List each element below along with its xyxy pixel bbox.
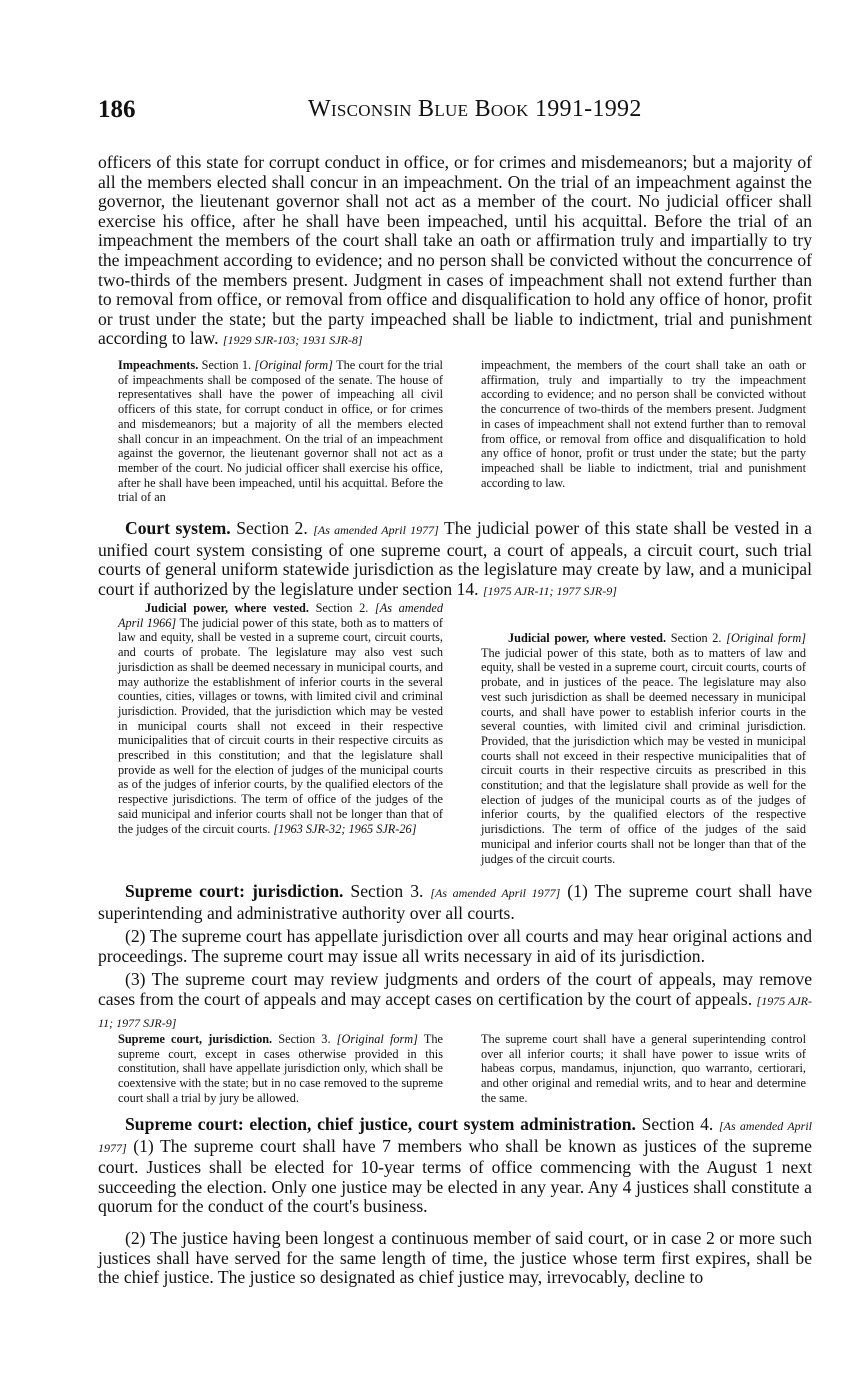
section-amended: [As amended April 1977] [430, 886, 561, 900]
section-heading: Supreme court: election, chief justice, court system administration. [125, 1114, 636, 1134]
note-text: impeachment, the members of the court shall take an oath or affirmation, truly and impartially to try the impeachment according to evidence; and no person shall be convicted without the concurrence of two-thirds of the members present. Judgment in cases of impeachment shall not extend further than to removal from office, or removal from office and disqualification to hold any office of honor, profit or trust under the state; but the party impeached shall be liable to indictment, trial and punishment according to law. [481, 358, 806, 490]
section-number: Section 3. [350, 881, 424, 901]
note-heading: Supreme court, jurisdiction. [118, 1032, 273, 1046]
note-judicial-1966 [118, 601, 443, 866]
page-number: 186 [98, 96, 136, 123]
section-number: Section 4. [641, 1114, 714, 1134]
note-section: Section 1. [201, 358, 252, 372]
section-1-citation: [1929 SJR-103; 1931 SJR-8] [222, 333, 363, 348]
section-3-para-3: (3) The supreme court may review judgments and orders of the court of appeals, may remove cases from the court of appeals and may accept cases on certification by the court of appeals. [98, 969, 812, 1009]
note-text: The supreme court, except in cases otherwise provided in this constitution, shall have appellate jurisdiction only, which shall be coextensive with the state; but in no case removed to the supreme court shall a trial by jury be allowed. [118, 1032, 444, 1105]
note-impeachments-right [481, 358, 806, 505]
note-section: Section 2. [670, 631, 722, 645]
note-form: [Original form] [336, 1032, 418, 1046]
note-form: [Original form] [254, 358, 333, 372]
notes-judicial-power [118, 601, 806, 866]
note-impeachments [118, 358, 806, 505]
section-heading: Court system. [125, 518, 231, 538]
section-2-citation: [1975 AJR-11; 1977 SJR-9] [483, 583, 617, 598]
section-4-para-2: (2) The justice having been longest a continuous member of said court, or in case 2 or more such justices shall have served for the same length of time, the justice whose term first expires, shall be the chief justice. The justice so designated as chief justice may, irrevocably, decline to [98, 1227, 812, 1288]
section-3-para-2: (2) The supreme court has appellate jurisdiction over all courts and may hear original actions and proceedings. The supreme court may issue all writs necessary in aid of its jurisdiction. [98, 926, 812, 966]
section-amended: [As amended April 1977] [313, 523, 439, 537]
note-text: The supreme court shall have a general superintending control over all inferior courts; it shall have power to issue writs of habeas corpus, mandamus, injunction, quo warranto, certiorari, and other original and remedial writs, and to hear and determine the same. [481, 1032, 806, 1105]
note-heading: Impeachments. [118, 358, 199, 372]
section-amended: [As amended April 1977] [98, 1119, 812, 1155]
section-heading: Supreme court: jurisdiction. [125, 881, 344, 901]
note-heading: Judicial power, where vested. [508, 631, 667, 645]
note-citation: [1963 SJR-32; 1965 SJR-26] [273, 821, 417, 836]
section-3 [98, 882, 812, 1033]
note-text: The court for the trial of impeachments shall be composed of the senate. The house of representatives shall have the power of impeaching all civil officers of this state, for corrupt conduct in office, or for crimes and misdemeanors; but a majority of all the members elected shall concur in an impeachment. On the trial of an impeachment against the governor, the lieutenant governor shall not act as a member of the court. No judicial officer shall exercise his office, after he shall have been impeached, until his acquittal. Before the trial of an [118, 358, 443, 505]
note-form: [Original form] [726, 631, 806, 645]
note-supreme-court [118, 1032, 806, 1106]
section-2-body: The judicial power of this state shall be vested in a unified court system consisting of one supreme court, a court of appeals, a circuit court, such trial courts of general uniform statewide jurisdiction as the legislature may create by law, and a municipal court if authorized by the legislature under section 14. [98, 518, 812, 599]
section-2 [98, 519, 812, 601]
section-1-continued [98, 153, 812, 351]
running-title: Wisconsin Blue Book 1991-1992 [308, 96, 642, 122]
section-3-citation: [1975 AJR-11; 1977 SJR-9] [98, 993, 812, 1030]
note-text: The judicial power of this state, both as to matters of law and equity, shall be vested in a supreme court, circuit courts, and courts of probate. The legislature may also vest such jurisdiction as shall be deemed necessary in municipal courts, and may authorize the establishment of inferior courts in the several counties, cities, villages or towns, with limited civil and criminal jurisdiction. Provided, that the jurisdiction which may be vested in municipal courts shall not exceed in their respective municipalities that of circuit courts in their respective circuits as prescribed in this constitution; and that the legislature shall provide as well for the election of judges of the municipal courts as of the judges of inferior courts, by the qualified electors of the respective jurisdictions. The term of office of the judges of the said municipal and inferior courts shall not be longer than that of the judges of the circuit courts. [118, 615, 443, 836]
note-section: Section 2. [315, 601, 369, 615]
section-4-para-1: (1) The supreme court shall have 7 members who shall be known as justices of the supreme court. Justices shall be elected for 10-year terms of office commencing with the August 1 next succeeding the election. Only one justice may be elected in any year. Any 4 justices shall constitute a quorum for the conduct of the court's business. [98, 1135, 812, 1217]
note-judicial-original [481, 601, 806, 866]
section-3-para-1: (1) The supreme court shall have superintending and administrative authority over all courts. [98, 881, 813, 923]
page-header [98, 96, 813, 130]
note-section: Section 3. [278, 1032, 331, 1046]
section-1-body: officers of this state for corrupt conduct in office, or for crimes and misdemeanors; but a majority of all the members elected shall concur in an impeachment. On the trial of an impeachment against the governor, the lieutenant governor shall not act as a member of the court. No judicial officer shall exercise his office, after he shall have been impeached, until his acquittal. Before the trial of an impeachment the members of the court shall take an oath or affirmation truly and impartially to try the impeachment according to evidence; and no person shall be convicted without the concurrence of two-thirds of the members present. Judgment in cases of impeachment shall not extend further than to removal from office, or removal from office and disqualification to hold any office of honor, profit or trust under the state; but the party impeached shall be liable to indictment, trial and punishment according to law. [98, 152, 812, 349]
section-number: Section 2. [236, 518, 308, 538]
note-text: The judicial power of this state, both as to matters of law and equity, shall be vested in a supreme court, circuit courts, courts of probate, and in justices of the peace. The legislature may also vest such jurisdiction as shall be deemed necessary in municipal courts, and shall have power to establish inferior courts in the several counties, with limited civil and criminal jurisdiction. Provided, that the jurisdiction which may be vested in municipal courts shall not exceed in their respective municipalities that of circuit courts in their respective circuits as prescribed in this constitution; and that the legislature shall provide as well for the election of judges of the municipal courts as of the judges of inferior courts, by the qualified electors of the respective jurisdictions. The term of office of the judges of the said municipal and inferior courts shall not be longer than that of the judges of the circuit courts. [481, 645, 806, 866]
note-impeachments-left [118, 358, 443, 505]
note-heading: Judicial power, where vested. [145, 601, 309, 615]
note-supreme-right [481, 1032, 806, 1106]
section-4 [98, 1115, 812, 1288]
note-form: [As amended April 1966] [118, 601, 443, 630]
note-supreme-left [118, 1032, 443, 1106]
